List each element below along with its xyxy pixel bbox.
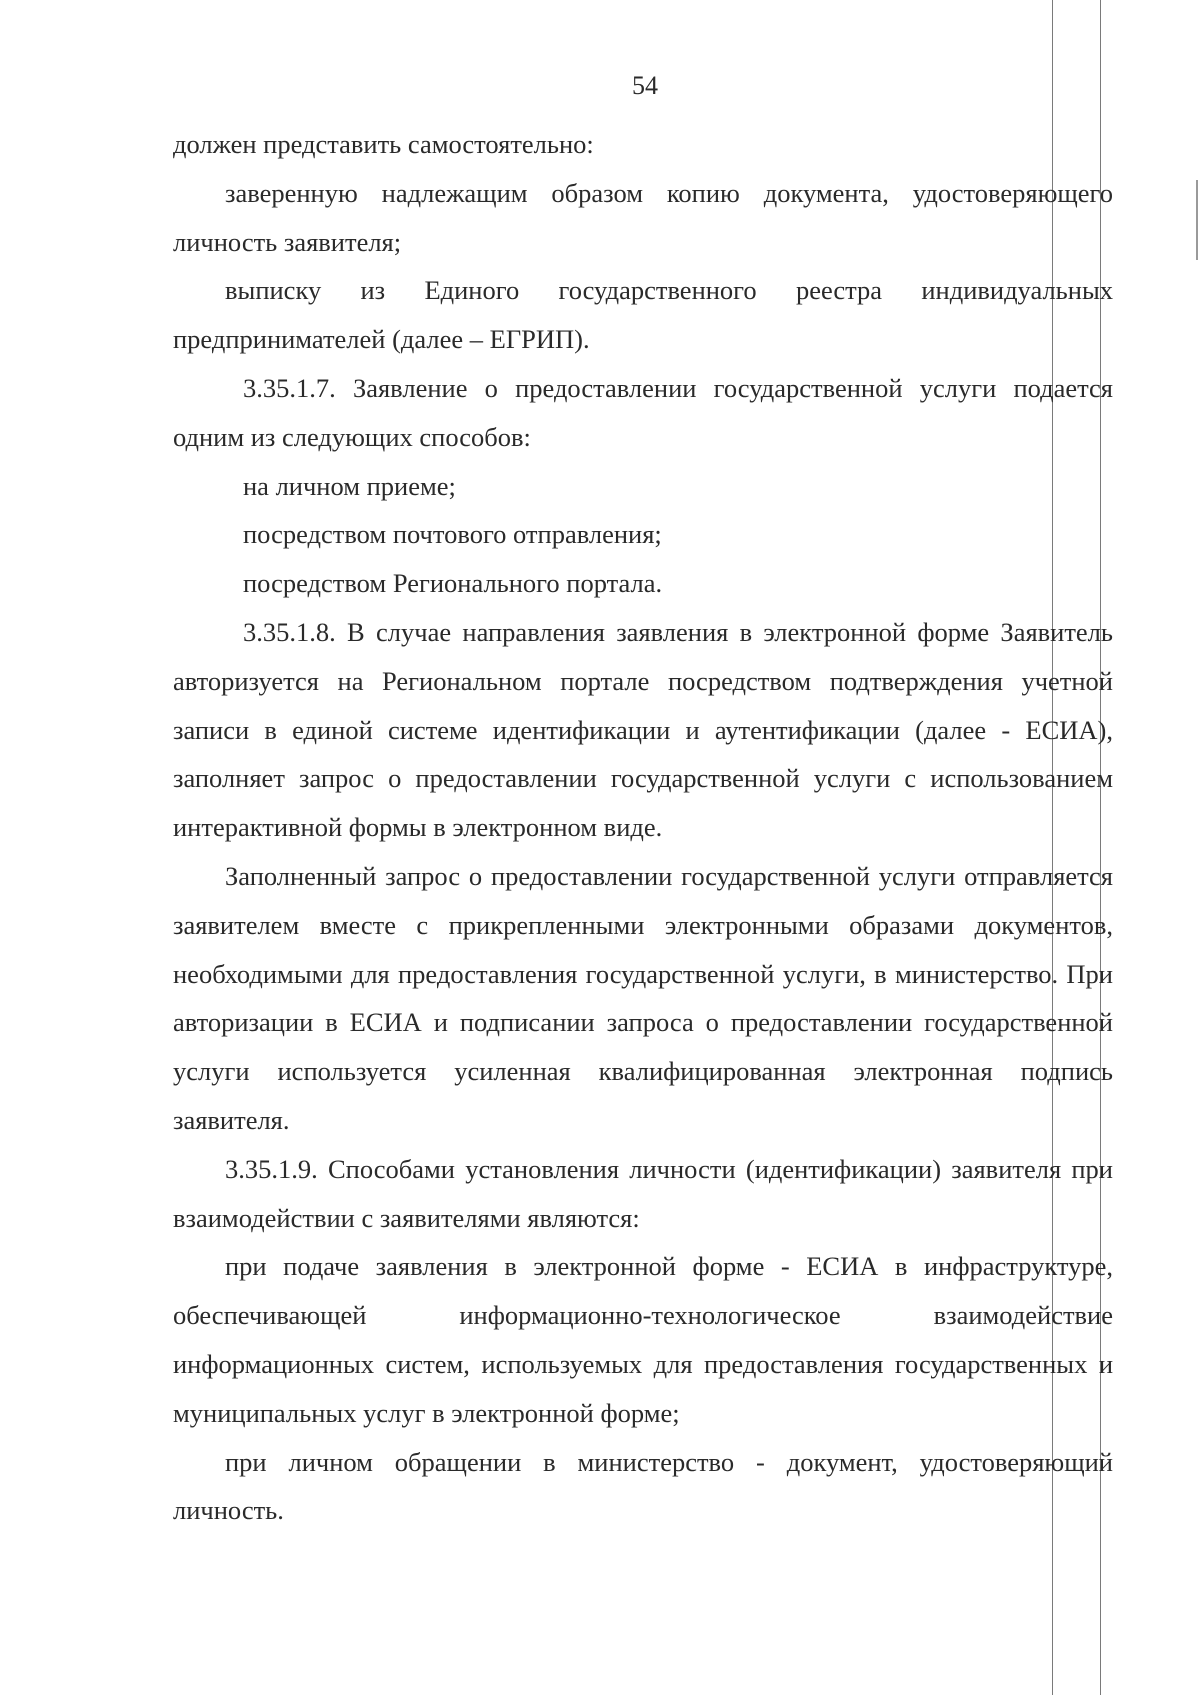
list-item-regional-portal: посредством Регионального портала. <box>243 568 663 599</box>
paragraph-electronic-identification: при подаче заявления в электронной форме - ЕСИА в инфраструктуре, обеспечивающей информационно-технологическое взаимодействие информационных систем, используемых для предоставления государственных и муниципальных услуг в электронной форме; <box>173 1251 1113 1428</box>
list-item-personal-reception: на личном приеме; <box>243 470 456 501</box>
list-item-postal: посредством почтового отправления; <box>243 519 662 550</box>
page-number: 54 <box>632 71 658 100</box>
paragraph-personal-identification: при личном обращении в министерство - документ, удостоверяющий личность. <box>173 1446 1113 1526</box>
clause-3-35-1-9: 3.35.1.9. Способами установления личности (идентификации) заявителя при взаимодействии с заявителями являются: <box>173 1153 1113 1233</box>
paragraph-continuation: должен представить самостоятельно: <box>173 129 594 159</box>
paragraph-egrip-extract: выписку из Единого государственного реестра индивидуальных предпринимателей (далее – ЕГРИП). <box>173 275 1113 355</box>
clause-3-35-1-8: 3.35.1.8. В случае направления заявления в электронной форме Заявитель авторизуется на Региональном портале посредством подтверждения учетной записи в единой системе идентификации и аутентификации (далее - ЕСИА), заполняет запрос о предоставлении государственной услуги с использованием интерактивной формы в электронном виде. <box>173 616 1113 843</box>
paragraph-filled-request: Заполненный запрос о предоставлении государственной услуги отправляется заявителем вместе с прикрепленными электронными образами документов, необходимыми для предоставления государственной услуги, в министерство. При авторизации в ЕСИА и подписании запроса о предоставлении государственной услуги используется усиленная квалифицированная электронная подпись заявителя. <box>173 860 1113 1135</box>
scan-edge-mark <box>1196 180 1198 260</box>
paragraph-certified-copy: заверенную надлежащим образом копию документа, удостоверяющего личность заявителя; <box>173 177 1113 257</box>
document-body <box>173 120 1113 1535</box>
clause-3-35-1-7: 3.35.1.7. Заявление о предоставлении государственной услуги подается одним из следующих способов: <box>173 372 1113 452</box>
